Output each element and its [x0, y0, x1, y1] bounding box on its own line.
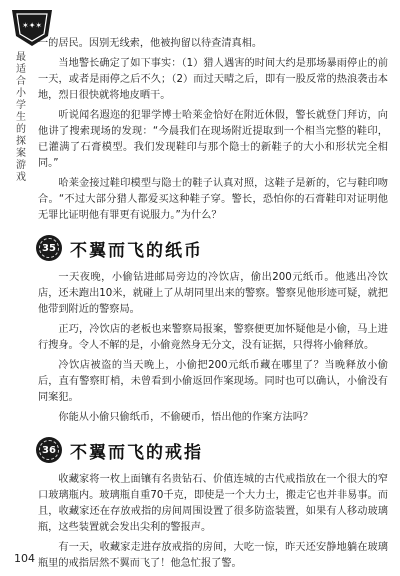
sidebar-title: [14, 52, 28, 184]
sidebar-title-char: 游: [16, 160, 26, 171]
sidebar-title-char: 最: [16, 52, 26, 63]
sidebar-title-char: 适: [16, 64, 26, 75]
section-title: 不翼而飞的纸币: [70, 240, 203, 261]
sidebar-title-char: 的: [16, 124, 26, 135]
section-title: 不翼而飞的戒指: [70, 442, 203, 463]
page-body: [38, 36, 388, 576]
paragraph: 正巧，冷饮店的老板也来警察局报案，警察便更加怀疑他是小偷，马上进行搜身。令人不解的是，小偷竟然身无分文，没有证据，只得将小偷释放。: [38, 324, 388, 351]
sidebar-title-char: 戏: [16, 172, 26, 183]
sidebar-title-char: 学: [16, 100, 26, 111]
sidebar-title-char: 小: [16, 88, 26, 99]
section-number-badge: 36: [36, 437, 62, 463]
sidebar-title-char: 合: [16, 76, 26, 87]
paragraph: 冷饮店被盗的当天晚上，小偷把200元纸币藏在哪里了？当晚释放小偷后，直有警察盯梢，未曾看到小偷返回作案现场。同时也可以确认，小偷没有同案犯。: [38, 360, 388, 403]
section-heading: [36, 232, 388, 264]
paragraph: 一天夜晚，小偷钻进邮局旁边的冷饮店，偷出200元纸币。他逃出冷饮店，还未跑出10米，就碰上了从胡同里出来的警察。警察见他形迹可疑，就把他带到附近的警察局。: [38, 272, 388, 315]
page-number: 104: [14, 552, 35, 565]
sidebar-title-char: 案: [16, 148, 26, 159]
paragraph: 有一天，收藏家走进存放戒指的房间，大吃一惊，昨天还安静地躺在玻璃瓶里的戒指居然不翼而飞了！他急忙报了警。: [38, 542, 388, 569]
paragraph: 你能从小偷只偷纸币，不偷硬币，悟出他的作案方法吗？: [58, 412, 314, 423]
section-heading: [36, 434, 388, 466]
paragraph: 哈莱金接过鞋印模型与隐士的鞋子认真对照，这鞋子是新的，它与鞋印吻合。“不过大部分猎人都爱买这种鞋子穿。警长，恐怕你的石膏鞋印对证明他无罪比证明他有罪更有说服力。”为什么？: [38, 178, 388, 221]
section-number-badge: 35: [36, 235, 62, 261]
svg-text:✶✦✶: ✶✦✶: [22, 21, 43, 30]
paragraph: 一的居民。因别无线索，他被拘留以待查清真相。: [38, 38, 263, 49]
sidebar-title-char: 生: [16, 112, 26, 123]
paragraph: 收藏家将一枚上面镶有名贵钻石、价值连城的古代戒指放在一个很大的窄口玻璃瓶内。玻璃瓶自重70千克，即使是一个大力士，搬走它也并非易事。而且，收藏家还在存放戒指的房间周围设置了很多防盗装置，如果有人移动玻璃瓶，这些装置就会发出尖利的警报声。: [38, 474, 388, 533]
paragraph: 听说闻名遐迩的犯罪学博士哈莱金恰好在附近休假，警长就登门拜访，向他讲了搜索现场的发现：“今晨我们在现场附近提取到一个相当完整的鞋印，已灌满了石膏模型。我们发现鞋印与那个隐士的新鞋子的大小和形状完全相同。”: [38, 110, 388, 169]
paragraph: 当地警长确定了如下事实：（1）猎人遇害的时间大约是那场暴雨停止的前一天，或者是雨停之后不久；（2）而过天晴之后，即有一股反常的热浪袭击本地，烈日很快就将地皮晒干。: [38, 58, 388, 101]
sidebar-title-char: 探: [16, 136, 26, 147]
